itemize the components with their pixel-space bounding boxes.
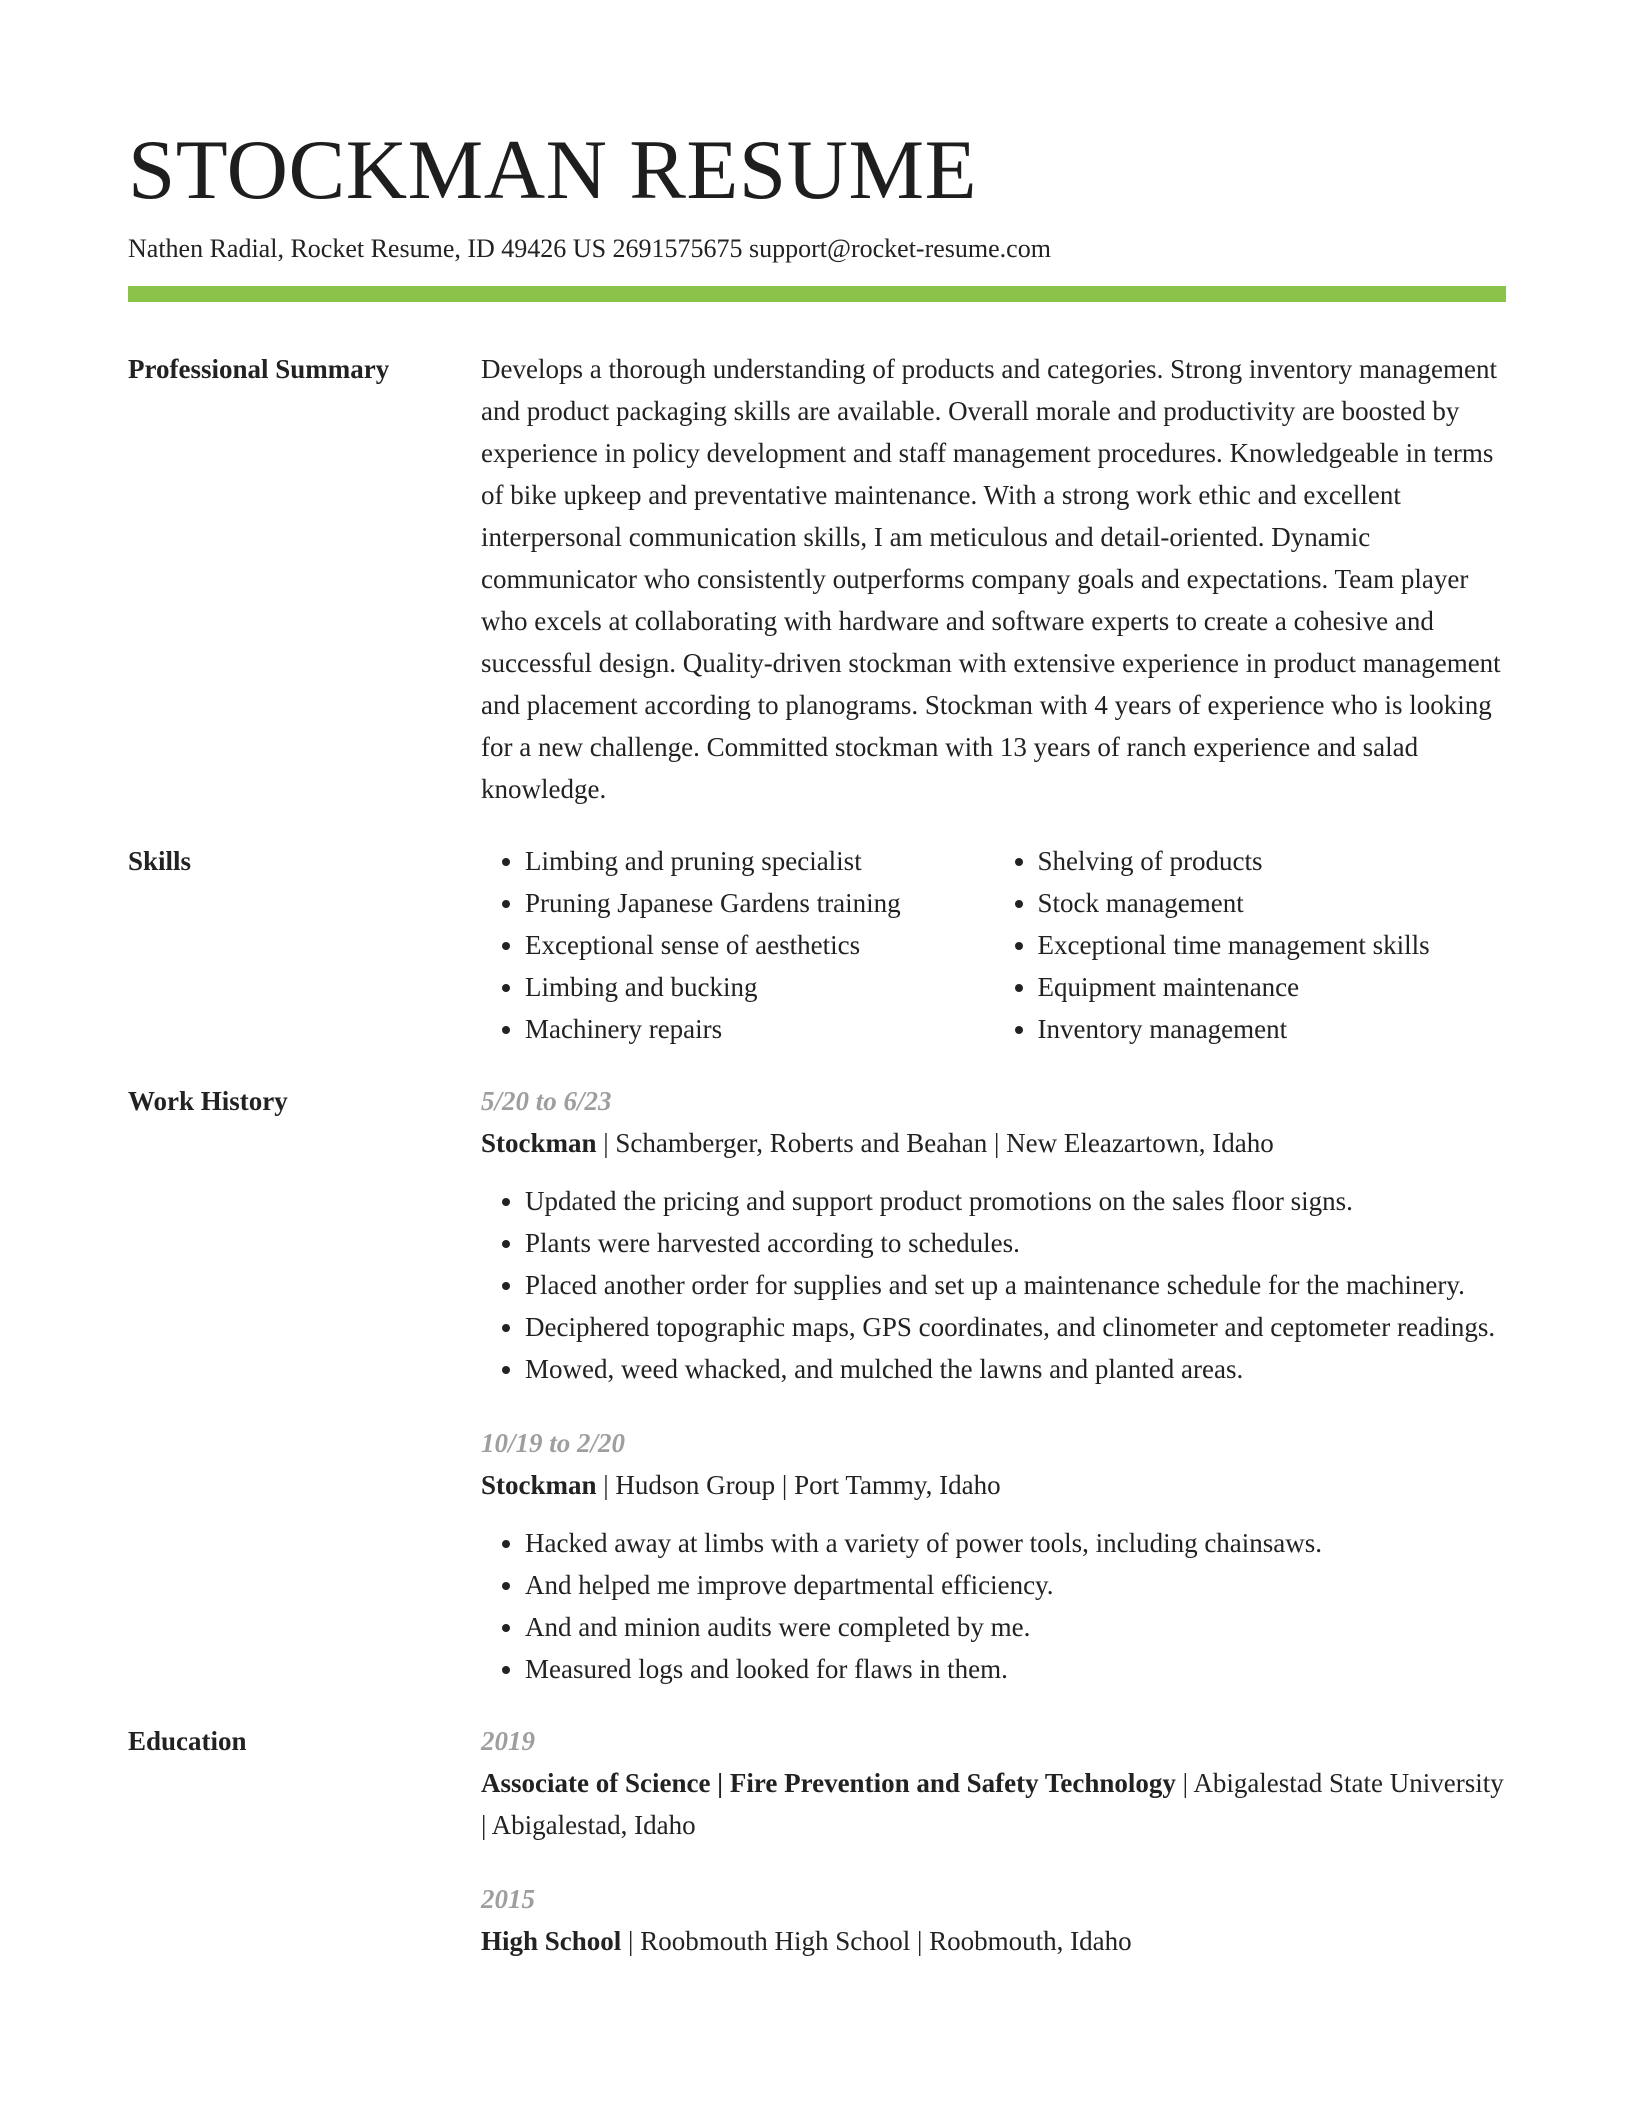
education-heading bbox=[481, 1762, 1506, 1846]
education-details: | Roobmouth High School | Roobmouth, Idaho bbox=[621, 1926, 1132, 1956]
skill-item: • Inventory management bbox=[1038, 1008, 1507, 1050]
job-details: | Hudson Group | Port Tammy, Idaho bbox=[596, 1470, 1001, 1500]
summary-text: Develops a thorough understanding of products and categories. Strong inventory management and product packaging skills are available. Overall morale and productivity are boosted by experience in policy development and staff management procedures. Knowledgeable in terms of bike upkeep and preventative maintenance. With a strong work ethic and excellent interpersonal communication skills, I am meticulous and detail-oriented. Dynamic communicator who consistently outperforms company goals and expectations. Team player who excels at collaborating with hardware and software experts to create a cohesive and successful design. Quality-driven stockman with extensive experience in product management and placement according to planograms. Stockman with 4 years of experience who is looking for a new challenge. Committed stockman with 13 years of ranch experience and salad knowledge. bbox=[481, 354, 1501, 804]
skill-item: • Limbing and bucking bbox=[525, 966, 994, 1008]
job-title: Stockman bbox=[481, 1128, 597, 1158]
work-history-label: Work History bbox=[128, 1086, 288, 1116]
work-history-section bbox=[128, 1080, 1506, 1690]
job-title: Stockman bbox=[481, 1470, 597, 1500]
skill-item: • Stock management bbox=[1038, 882, 1507, 924]
job-entry bbox=[481, 1080, 1506, 1390]
skills-list-right bbox=[994, 840, 1507, 1050]
job-bullet: • Mowed, weed whacked, and mulched the lawns and planted areas. bbox=[525, 1348, 1506, 1390]
job-entry bbox=[481, 1422, 1506, 1690]
education-label: Education bbox=[128, 1726, 247, 1756]
job-heading bbox=[481, 1464, 1506, 1506]
resume-title: STOCKMAN RESUME bbox=[128, 123, 977, 217]
skills-label: Skills bbox=[128, 846, 192, 876]
education-degree: Associate of Science | Fire Prevention and Safety Technology bbox=[481, 1768, 1176, 1798]
job-bullet: • And helped me improve departmental efficiency. bbox=[525, 1564, 1506, 1606]
education-entry bbox=[481, 1720, 1506, 1846]
skill-item: • Equipment maintenance bbox=[1038, 966, 1507, 1008]
education-heading bbox=[481, 1920, 1506, 1962]
skills-section bbox=[128, 840, 1506, 1050]
job-bullet: • And and minion audits were completed by me. bbox=[525, 1606, 1506, 1648]
job-dates: 10/19 to 2/20 bbox=[481, 1428, 626, 1458]
skill-item: • Exceptional time management skills bbox=[1038, 924, 1507, 966]
skill-item: • Pruning Japanese Gardens training bbox=[525, 882, 994, 924]
summary-label: Professional Summary bbox=[128, 354, 390, 384]
summary-section bbox=[128, 348, 1506, 810]
skill-item: • Machinery repairs bbox=[525, 1008, 994, 1050]
skill-item: • Shelving of products bbox=[1038, 840, 1507, 882]
job-bullet: • Deciphered topographic maps, GPS coordinates, and clinometer and ceptometer readings. bbox=[525, 1306, 1506, 1348]
education-entry bbox=[481, 1878, 1506, 1962]
job-bullet: • Plants were harvested according to schedules. bbox=[525, 1222, 1506, 1264]
job-bullet: • Updated the pricing and support product promotions on the sales floor signs. bbox=[525, 1180, 1506, 1222]
contact-line: Nathen Radial, Rocket Resume, ID 49426 US 2691575675 support@rocket-resume.com bbox=[128, 234, 1051, 263]
job-bullets bbox=[481, 1180, 1506, 1390]
job-dates: 5/20 to 6/23 bbox=[481, 1086, 612, 1116]
job-heading bbox=[481, 1122, 1506, 1164]
job-details: | Schamberger, Roberts and Beahan | New Eleazartown, Idaho bbox=[596, 1128, 1274, 1158]
skills-list-left bbox=[481, 840, 994, 1050]
education-degree: High School bbox=[481, 1926, 622, 1956]
job-bullets bbox=[481, 1522, 1506, 1690]
skill-item: • Exceptional sense of aesthetics bbox=[525, 924, 994, 966]
education-details: | Abigalestad State University | Abigalestad, Idaho bbox=[481, 1768, 1504, 1840]
job-bullet: • Hacked away at limbs with a variety of power tools, including chainsaws. bbox=[525, 1522, 1506, 1564]
accent-divider bbox=[128, 286, 1506, 302]
skill-item: • Limbing and pruning specialist bbox=[525, 840, 994, 882]
job-bullet: • Placed another order for supplies and set up a maintenance schedule for the machinery. bbox=[525, 1264, 1506, 1306]
education-year: 2015 bbox=[481, 1884, 535, 1914]
resume-page bbox=[128, 120, 1506, 1962]
education-year: 2019 bbox=[481, 1726, 535, 1756]
job-bullet: • Measured logs and looked for flaws in them. bbox=[525, 1648, 1506, 1690]
education-section bbox=[128, 1720, 1506, 1962]
